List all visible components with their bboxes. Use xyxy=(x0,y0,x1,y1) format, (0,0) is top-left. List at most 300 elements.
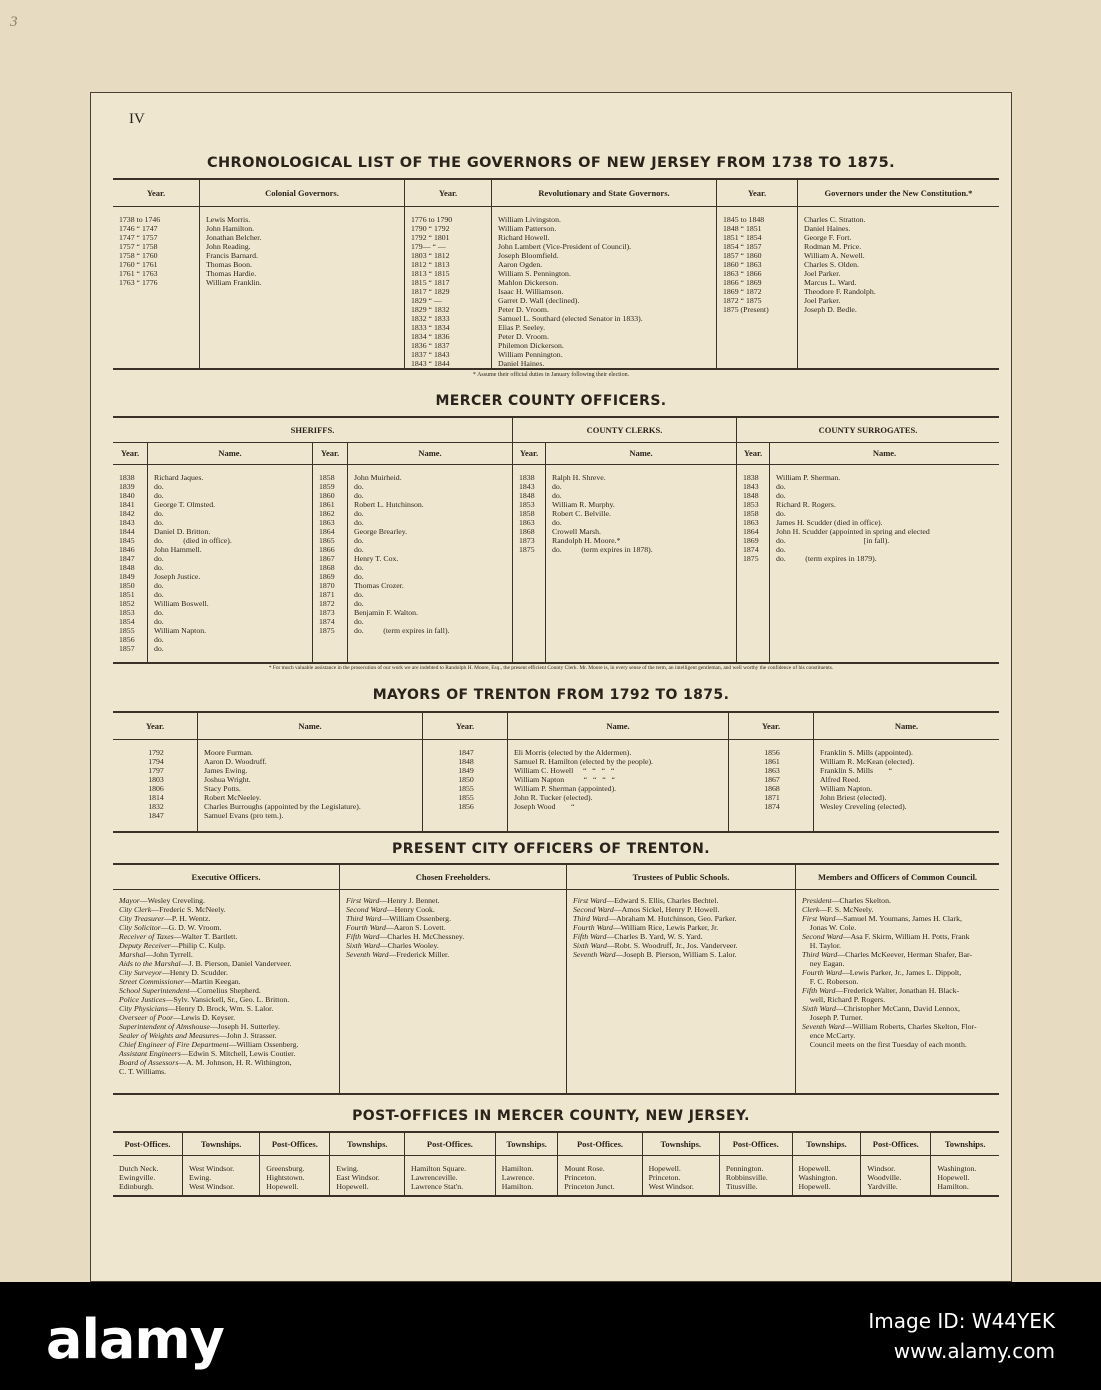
list-entry: 1747 “ 1757 xyxy=(119,232,158,242)
office-entry: Fourth Ward—Aaron S. Lovett. xyxy=(346,922,446,932)
list-entry: William R. McKean (elected). xyxy=(820,756,915,766)
list-entry: 1863 xyxy=(519,517,535,527)
list-entry: Crowell Marsh. xyxy=(552,526,601,536)
image-id-text: Image ID: W44YEK xyxy=(868,1309,1055,1333)
office-title: City Clerk xyxy=(119,904,152,914)
office-entry: Clerk—F. S. McNeely. xyxy=(802,904,874,914)
office-holder: Robt. S. Woodruff, Jr., Jos. Vanderveer. xyxy=(614,940,738,950)
list-entry: 1862 xyxy=(319,508,335,518)
post-office-names: Windsor. Woodville. Yardville. xyxy=(861,1155,931,1195)
list-entry: Joel Parker. xyxy=(804,268,841,278)
list-entry: 1806 xyxy=(148,783,164,793)
list-entry: Mahlon Dickerson. xyxy=(498,277,559,287)
office-holder: ence McCarty. xyxy=(802,1030,856,1040)
post-office-header: Post-Offices. xyxy=(260,1133,330,1155)
township-header: Townships. xyxy=(495,1133,558,1155)
list-entry: William Patterson. xyxy=(498,223,557,233)
office-title: Street Commissioner xyxy=(119,976,184,986)
office-entry: Second Ward—Amos Sickel, Henry P. Howell. xyxy=(573,904,720,914)
list-entry: do. xyxy=(776,508,786,518)
list-entry: 1850 xyxy=(119,580,135,590)
list-entry: 1845 xyxy=(119,535,135,545)
state-years xyxy=(405,206,492,368)
office-entry: City Treasurer—P. H. Wentz. xyxy=(119,913,211,923)
list-entry: 1850 xyxy=(458,774,474,784)
township-names: Hamilton. Lawrence. Hamilton. xyxy=(495,1155,558,1195)
list-entry: George Brearley. xyxy=(354,526,408,536)
list-entry: 1815 “ 1817 xyxy=(411,277,450,287)
office-title: Sixth Ward xyxy=(573,940,607,950)
office-holder: John J. Strasser. xyxy=(226,1030,277,1040)
executive-officers-list xyxy=(113,889,340,1093)
list-entry: Daniel Haines. xyxy=(498,358,545,368)
list-entry: William Pennington. xyxy=(498,349,563,359)
const-years xyxy=(717,206,798,368)
list-entry: 1868 xyxy=(519,526,535,536)
list-entry: 1838 xyxy=(743,472,759,482)
list-entry: Lewis Morris. xyxy=(206,214,251,224)
office-entry: Fourth Ward—William Rice, Lewis Parker, Jr. xyxy=(573,922,719,932)
list-entry: Aaron D. Woodruff. xyxy=(204,756,267,766)
post-office-names: Mount Rose. Princeton. Princeton Junct. xyxy=(558,1155,642,1195)
clerk-year-header: Year. xyxy=(513,442,546,464)
office-title: Third Ward xyxy=(802,949,838,959)
list-entry: 1871 xyxy=(764,792,780,802)
list-entry: 1853 xyxy=(519,499,535,509)
office-title: Mayor xyxy=(119,895,140,905)
office-holder: Philip C. Kulp. xyxy=(178,940,226,950)
list-entry: Joseph D. Bedle. xyxy=(804,304,857,314)
list-entry: 1871 xyxy=(319,589,335,599)
surrogate-name-header: Name. xyxy=(770,442,1000,464)
list-entry: John Reading. xyxy=(206,241,251,251)
list-entry: 1873 xyxy=(519,535,535,545)
surrogate-years xyxy=(737,464,770,662)
list-entry: do. xyxy=(154,508,164,518)
office-entry: Marshal—John Tyrrell. xyxy=(119,949,193,959)
office-entry: Assistant Engineers—Edwin S. Mitchell, Lewis Coutier. xyxy=(119,1048,296,1058)
office-entry xyxy=(802,1040,995,1049)
office-entry: Third Ward—Charles McKeever, Herman Shafer, Bar- xyxy=(802,949,973,959)
list-entry: Wesley Creveling (elected). xyxy=(820,801,907,811)
office-entry: Sixth Ward—Robt. S. Woodruff, Jr., Jos. Vanderveer. xyxy=(573,940,738,950)
list-entry: 1865 xyxy=(319,535,335,545)
list-entry: 1856 xyxy=(764,747,780,757)
office-title: Second Ward xyxy=(802,931,843,941)
office-entry: Fifth Ward—Charles H. McChessney. xyxy=(346,931,465,941)
watermark-image-id xyxy=(868,1306,1055,1366)
office-holder: Joseph B. Pierson, William S. Lalor. xyxy=(623,949,737,959)
list-entry: 1852 xyxy=(119,598,135,608)
office-title: First Ward xyxy=(346,895,380,905)
list-entry: do. xyxy=(354,535,364,545)
list-entry: William Franklin. xyxy=(206,277,262,287)
list-entry: William C. Howell “ “ “ “ xyxy=(514,765,615,775)
list-entry: William P. Sherman. xyxy=(776,472,841,482)
list-entry: 1856 xyxy=(458,801,474,811)
list-entry: 1849 xyxy=(119,571,135,581)
list-entry: John Hamilton. xyxy=(206,223,255,233)
colonial-names xyxy=(200,206,405,368)
mayor-names-1 xyxy=(198,739,423,831)
office-entry: Seventh Ward—Frederick Miller. xyxy=(346,949,450,959)
list-entry: 1867 xyxy=(764,774,780,784)
list-entry: 1875 xyxy=(743,553,759,563)
list-entry: Samuel Evans (pro tem.). xyxy=(204,810,284,820)
list-entry: 1872 “ 1875 xyxy=(723,295,762,305)
mayor-year-header-1: Year. xyxy=(113,713,198,739)
clerk-name-header: Name. xyxy=(546,442,737,464)
office-holder: Frederick Walter, Jonathan H. Black- xyxy=(843,985,960,995)
surrogate-names xyxy=(770,464,1000,662)
office-entry: First Ward—Edward S. Ellis, Charles Bechtel. xyxy=(573,895,719,905)
gov-col-year-2: Year. xyxy=(405,180,492,206)
list-entry: 1848 xyxy=(458,756,474,766)
office-entry: Chief Engineer of Fire Department—William Ossenberg. xyxy=(119,1039,299,1049)
post-office-header: Post-Offices. xyxy=(861,1133,931,1155)
office-entry: Overseer of Poor—Lewis D. Keyser. xyxy=(119,1012,236,1022)
freeholders-header: Chosen Freeholders. xyxy=(340,865,567,889)
office-title: Sixth Ward xyxy=(802,1003,836,1013)
office-title: Fourth Ward xyxy=(573,922,613,932)
office-holder: Frederick Miller. xyxy=(396,949,450,959)
council-list xyxy=(796,889,1000,1093)
sheriff-names-1 xyxy=(148,464,313,662)
list-entry: 1817 “ 1829 xyxy=(411,286,450,296)
list-entry: 1836 “ 1837 xyxy=(411,340,450,350)
list-entry: do. xyxy=(154,643,164,653)
list-entry: 1847 xyxy=(119,553,135,563)
list-entry: do. xyxy=(154,589,164,599)
site-text: www.alamy.com xyxy=(893,1339,1055,1363)
list-entry: George F. Fort. xyxy=(804,232,852,242)
list-entry: 1814 xyxy=(148,792,164,802)
list-entry: 1761 “ 1763 xyxy=(119,268,158,278)
list-entry: Moore Furman. xyxy=(204,747,253,757)
office-holder: ney Eagan. xyxy=(802,958,845,968)
list-entry: William Livingston. xyxy=(498,214,561,224)
list-entry: do. xyxy=(154,580,164,590)
office-entry xyxy=(802,1013,995,1022)
office-entry xyxy=(802,1031,995,1040)
gov-col-colonial: Colonial Governors. xyxy=(200,180,405,206)
office-holder: Walter T. Bartlett. xyxy=(181,931,238,941)
office-title: Deputy Receiver xyxy=(119,940,171,950)
list-entry: 1866 xyxy=(319,544,335,554)
mercer-table xyxy=(113,416,999,664)
list-entry: Daniel D. Britton. xyxy=(154,526,211,536)
list-entry: 1843 xyxy=(119,517,135,527)
list-entry: 1845 to 1848 xyxy=(723,214,765,224)
list-entry: Joel Parker. xyxy=(804,295,841,305)
office-title: President xyxy=(802,895,832,905)
list-entry: Garret D. Wall (declined). xyxy=(498,295,580,305)
list-entry: 1838 xyxy=(519,472,535,482)
office-title: City Surveyor xyxy=(119,967,163,977)
list-entry: 1758 “ 1760 xyxy=(119,250,158,260)
list-entry: Theodore F. Randolph. xyxy=(804,286,876,296)
list-entry: do. (term expires in fall). xyxy=(354,625,450,635)
sheriff-year-header-1: Year. xyxy=(113,442,148,464)
office-holder: well, Richard P. Rogers. xyxy=(802,994,886,1004)
office-entry: Mayor—Wesley Creveling. xyxy=(119,895,205,905)
office-holder: Edwin S. Mitchell, Lewis Coutier. xyxy=(188,1048,296,1058)
office-entry xyxy=(119,1067,335,1076)
office-title: School Superintendent xyxy=(119,985,190,995)
list-entry: do. xyxy=(354,508,364,518)
office-holder: C. T. Williams. xyxy=(119,1066,167,1076)
list-entry: do. xyxy=(776,544,786,554)
office-holder: John Tyrrell. xyxy=(153,949,193,959)
list-entry: James Ewing. xyxy=(204,765,248,775)
gov-col-state: Revolutionary and State Governors. xyxy=(492,180,717,206)
office-holder: Henry D. Scudder. xyxy=(169,967,228,977)
sheriff-names-2 xyxy=(348,464,513,662)
office-title: City Solicitor xyxy=(119,922,161,932)
post-offices-table xyxy=(113,1131,999,1197)
list-entry: Joseph Justice. xyxy=(154,571,201,581)
office-entry: Fifth Ward—Charles B. Yard, W. S. Yard. xyxy=(573,931,703,941)
township-names: Hopewell. Washington. Hopewell. xyxy=(792,1155,861,1195)
list-entry: 1861 xyxy=(764,756,780,766)
list-entry: 1864 xyxy=(743,526,759,536)
list-entry: William Napton “ “ “ “ xyxy=(514,774,616,784)
office-holder: Charles Skelton. xyxy=(839,895,891,905)
office-title: Clerk xyxy=(802,904,820,914)
office-title: Fifth Ward xyxy=(802,985,836,995)
list-entry: Thomas Crozer. xyxy=(354,580,404,590)
list-entry: Stacy Potts. xyxy=(204,783,241,793)
list-entry: 1847 xyxy=(458,747,474,757)
list-entry: do. (term expires in 1878). xyxy=(552,544,653,554)
list-entry: 1746 “ 1747 xyxy=(119,223,158,233)
list-entry: Peter D. Vroom. xyxy=(498,331,549,341)
list-entry: 1812 “ 1813 xyxy=(411,259,450,269)
sheriff-name-header-2: Name. xyxy=(348,442,513,464)
list-entry: do. xyxy=(354,562,364,572)
list-entry: do. xyxy=(354,544,364,554)
list-entry: 1863 “ 1866 xyxy=(723,268,762,278)
office-entry: City Physicians—Henry D. Brock, Wm. S. Lalor. xyxy=(119,1003,274,1013)
office-entry: City Solicitor—G. D. W. Vroom. xyxy=(119,922,222,932)
list-entry: 1853 xyxy=(119,607,135,617)
list-entry: 1868 xyxy=(764,783,780,793)
list-entry: Franklin S. Mills (appointed). xyxy=(820,747,913,757)
office-holder: William Ossenberg. xyxy=(389,913,452,923)
list-entry: Richard R. Rogers. xyxy=(776,499,836,509)
office-holder: Lewis Parker, Jr., James L. Dippolt, xyxy=(849,967,962,977)
list-entry: Robert C. Belville. xyxy=(552,508,611,518)
office-entry: President—Charles Skelton. xyxy=(802,895,891,905)
office-holder: William Roberts, Charles Skelton, Flor- xyxy=(852,1021,977,1031)
post-office-names: Dutch Neck. Ewingville. Edinburgh. xyxy=(119,1163,159,1191)
list-entry: George T. Olmsted. xyxy=(154,499,216,509)
list-entry: do. xyxy=(154,562,164,572)
list-entry: 1849 xyxy=(458,765,474,775)
office-entry: School Superintendent—Cornelius Shepherd. xyxy=(119,985,261,995)
list-entry: 1874 xyxy=(764,801,780,811)
office-entry xyxy=(802,941,995,950)
mayor-name-header-1: Name. xyxy=(198,713,423,739)
office-entry: City Clerk—Frederic S. McNeely. xyxy=(119,904,226,914)
list-entry: Samuel R. Hamilton (elected by the people). xyxy=(514,756,654,766)
office-entry: Aids to the Marshal—J. B. Pierson, Daniel Vanderveer. xyxy=(119,958,292,968)
gov-col-constitution: Governors under the New Constitution.* xyxy=(798,180,1000,206)
office-holder: Cornelius Shepherd. xyxy=(197,985,261,995)
list-entry: John Hammell. xyxy=(154,544,202,554)
office-holder: G. D. W. Vroom. xyxy=(168,922,222,932)
office-holder: H. Taylor. xyxy=(802,940,841,950)
office-entry: City Surveyor—Henry D. Scudder. xyxy=(119,967,228,977)
office-entry xyxy=(802,959,995,968)
surrogates-heading: COUNTY SURROGATES. xyxy=(737,418,1000,442)
city-title: PRESENT CITY OFFICERS OF TRENTON. xyxy=(392,841,710,857)
list-entry: 1839 xyxy=(119,481,135,491)
office-holder: Charles Wooley. xyxy=(387,940,439,950)
mayor-years-1 xyxy=(113,739,198,831)
township-header: Townships. xyxy=(931,1133,999,1155)
office-holder: Charles B. Yard, W. S. Yard. xyxy=(614,931,703,941)
list-entry: 1813 “ 1815 xyxy=(411,268,450,278)
office-entry: Superintendent of Almshouse—Joseph H. Sutterley. xyxy=(119,1021,280,1031)
list-entry: 1863 xyxy=(319,517,335,527)
office-holder: Aaron S. Lovett. xyxy=(393,922,446,932)
list-entry: Alfred Reed. xyxy=(820,774,861,784)
list-entry: do. (term expires in 1879). xyxy=(776,553,877,563)
list-entry: 1873 xyxy=(319,607,335,617)
list-entry: 1763 “ 1776 xyxy=(119,277,158,287)
list-entry: do. xyxy=(552,490,562,500)
sheriff-years-2 xyxy=(313,464,348,662)
list-entry: 1875 xyxy=(319,625,335,635)
office-entry xyxy=(802,923,995,932)
list-entry: 1843 “ 1844 xyxy=(411,358,450,368)
list-entry: 1832 “ 1833 xyxy=(411,313,450,323)
list-entry: do. xyxy=(552,481,562,491)
office-title: Fourth Ward xyxy=(346,922,386,932)
office-holder: William Ossenberg. xyxy=(236,1039,299,1049)
office-entry: Sixth Ward—Charles Wooley. xyxy=(346,940,439,950)
list-entry: do. xyxy=(154,616,164,626)
post-office-header: Post-Offices. xyxy=(405,1133,496,1155)
list-entry: 1803 xyxy=(148,774,164,784)
office-entry: Second Ward—Asa F. Skirm, William H. Potts, Frank xyxy=(802,931,970,941)
office-entry: Receiver of Taxes—Walter T. Bartlett. xyxy=(119,931,238,941)
city-officers-table xyxy=(113,863,999,1095)
list-entry: 179— “ — xyxy=(411,241,446,251)
office-holder: Henry Cook. xyxy=(394,904,435,914)
list-entry: 1863 xyxy=(764,765,780,775)
list-entry: Daniel Haines. xyxy=(804,223,851,233)
sheriff-years-1 xyxy=(113,464,148,662)
mayor-year-header-3: Year. xyxy=(729,713,814,739)
office-holder: F. S. McNeely. xyxy=(827,904,874,914)
list-entry: William Boswell. xyxy=(154,598,209,608)
list-entry: 1855 xyxy=(458,792,474,802)
list-entry: Aaron Ogden. xyxy=(498,259,543,269)
office-holder: Jonas W. Cole. xyxy=(802,922,857,932)
office-title: Superintendent of Almshouse xyxy=(119,1021,210,1031)
office-holder: Joseph P. Turner. xyxy=(802,1012,863,1022)
list-entry: 1792 xyxy=(148,747,164,757)
pencil-mark: 3 xyxy=(10,14,18,30)
list-entry: Charles Burroughs (appointed by the Legislature). xyxy=(204,801,361,811)
township-header: Townships. xyxy=(792,1133,861,1155)
trustees-header: Trustees of Public Schools. xyxy=(567,865,796,889)
office-title: Marshal xyxy=(119,949,146,959)
list-entry: 1861 xyxy=(319,499,335,509)
list-entry: do. [in fall). xyxy=(776,535,890,545)
list-entry: Robert McNeeley. xyxy=(204,792,262,802)
list-entry: 1829 “ 1832 xyxy=(411,304,450,314)
office-holder: Wesley Creveling. xyxy=(147,895,205,905)
office-entry xyxy=(802,977,995,986)
township-names: West Windsor. Ewing. West Windsor. xyxy=(182,1155,259,1195)
office-entry: Third Ward—William Ossenberg. xyxy=(346,913,452,923)
surrogate-year-header: Year. xyxy=(737,442,770,464)
office-title: Seventh Ward xyxy=(802,1021,845,1031)
list-entry: Isaac H. Williamson. xyxy=(498,286,564,296)
list-entry: Richard Jaques. xyxy=(154,472,204,482)
list-entry: 1848 xyxy=(743,490,759,500)
office-holder: Amos Sickel, Henry P. Howell. xyxy=(621,904,720,914)
sheriffs-heading: SHERIFFS. xyxy=(113,418,513,442)
list-entry: Ralph H. Shreve. xyxy=(552,472,606,482)
mercer-footnote: * For much valuable assistance in the prosecution of our work we are indebted to Randolph H. Moore, Esq., the present efficient County Clerk. Mr. Moore is, in every sense of the term, an intelligent gentleman, and well worthy the confidence of his constituents. xyxy=(268,665,834,671)
office-entry: First Ward—Henry J. Bennet. xyxy=(346,895,440,905)
list-entry: 1841 xyxy=(119,499,135,509)
list-entry: William Napton. xyxy=(820,783,873,793)
list-entry: Joshua Wright. xyxy=(204,774,251,784)
list-entry: do. xyxy=(354,571,364,581)
office-holder: J. B. Pierson, Daniel Vanderveer. xyxy=(188,958,292,968)
list-entry: 1864 xyxy=(319,526,335,536)
colonial-years xyxy=(113,206,200,368)
list-entry: Thomas Hardie. xyxy=(206,268,257,278)
post-office-names: Pennington. Robbinsville. Titusville. xyxy=(719,1155,792,1195)
post-office-names: Greensburg. Hightstown. Hopewell. xyxy=(260,1155,330,1195)
list-entry: 1840 xyxy=(119,490,135,500)
township-header: Townships. xyxy=(330,1133,405,1155)
list-entry: 1869 xyxy=(319,571,335,581)
post-office-header: Post-Offices. xyxy=(719,1133,792,1155)
gov-col-year-3: Year. xyxy=(717,180,798,206)
list-entry: 1851 xyxy=(119,589,135,599)
list-entry: 1844 xyxy=(119,526,135,536)
list-entry: 1792 “ 1801 xyxy=(411,232,450,242)
list-entry: 1853 xyxy=(743,499,759,509)
list-entry: 1790 “ 1792 xyxy=(411,223,450,233)
list-entry: 1860 “ 1863 xyxy=(723,259,762,269)
office-holder: Abraham M. Hutchinson, Geo. Parker. xyxy=(616,913,737,923)
post-office-names: Hamilton Square. Lawrenceville. Lawrence Stat'n. xyxy=(405,1155,496,1195)
list-entry: 1872 xyxy=(319,598,335,608)
list-entry: 1832 xyxy=(148,801,164,811)
list-entry: 1797 xyxy=(148,765,164,775)
list-entry: Richard Howell. xyxy=(498,232,550,242)
list-entry: 1855 xyxy=(119,625,135,635)
office-title: Seventh Ward xyxy=(346,949,389,959)
list-entry: 1854 xyxy=(119,616,135,626)
list-entry: 1837 “ 1843 xyxy=(411,349,450,359)
list-entry: 1843 xyxy=(519,481,535,491)
list-entry: William S. Pennington. xyxy=(498,268,571,278)
office-title: Board of Assessors xyxy=(119,1057,179,1067)
office-holder: Joseph H. Sutterley. xyxy=(217,1021,280,1031)
office-holder: Charles McKeever, Herman Shafer, Bar- xyxy=(845,949,973,959)
list-entry: Charles C. Stratton. xyxy=(804,214,866,224)
post-office-header: Post-Offices. xyxy=(113,1133,182,1155)
